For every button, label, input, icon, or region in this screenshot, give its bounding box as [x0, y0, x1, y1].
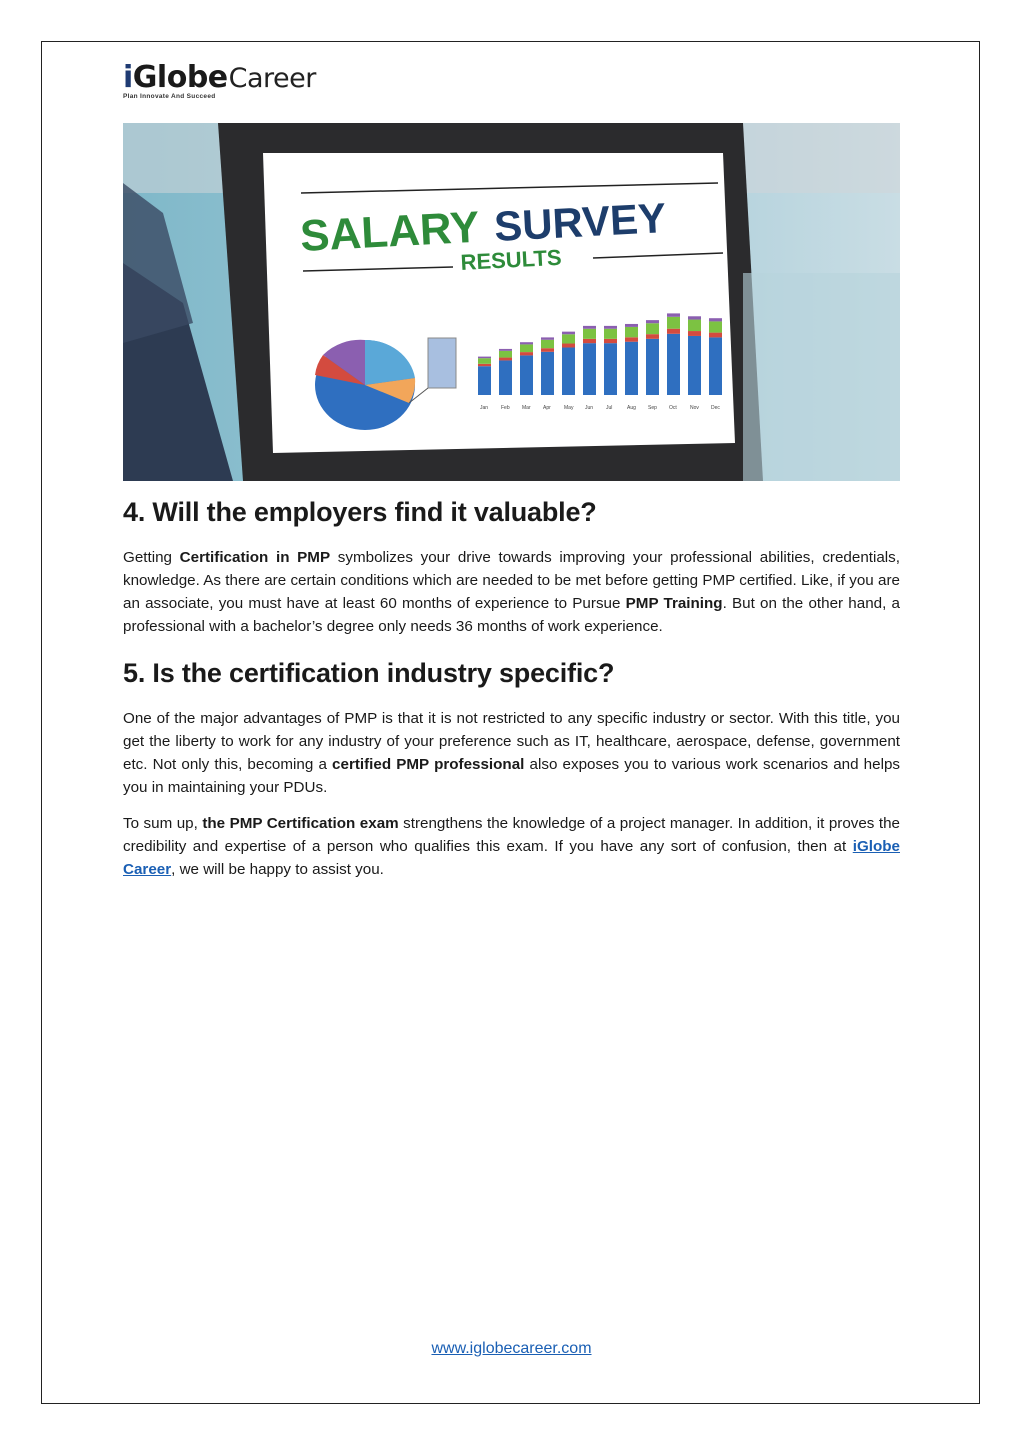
bar-segment: [688, 336, 701, 395]
heading-section-5: 5. Is the certification industry specific?: [123, 658, 615, 688]
month-label: Dec: [711, 405, 720, 411]
bar-segment: [478, 366, 491, 395]
keyword-pmp-certification-exam: the PMP Certification exam: [202, 815, 399, 832]
heading-section-4: 4. Will the employers find it valuable?: [123, 497, 597, 527]
bar-segment: [520, 355, 533, 395]
bar-segment: [604, 326, 617, 329]
bar-segment: [604, 339, 617, 343]
month-label: Feb: [501, 405, 510, 411]
bar-segment: [520, 344, 533, 352]
bar-segment: [646, 334, 659, 339]
bar-segment: [478, 358, 491, 364]
footer: [0, 1340, 1023, 1358]
bar-segment: [625, 337, 638, 341]
keyword-pmp-training: PMP Training: [625, 595, 723, 612]
bar-segment: [625, 342, 638, 395]
bar-segment: [667, 317, 680, 329]
bar-segment: [709, 321, 722, 332]
bar-segment: [562, 332, 575, 335]
month-label: Mar: [522, 405, 531, 411]
month-label: Jan: [480, 405, 489, 411]
bar-segment: [499, 358, 512, 361]
bar-segment: [646, 339, 659, 395]
footer-website-link[interactable]: www.iglobecareer.com: [431, 1340, 592, 1357]
bar-segment: [667, 334, 680, 395]
keyword-certified-pmp-professional: certified PMP professional: [332, 756, 525, 773]
bar-segment: [562, 334, 575, 343]
title-salary: SALARY: [298, 202, 481, 261]
bar-segment: [583, 329, 596, 339]
bar-segment: [541, 340, 554, 348]
logo-tagline: Plan Innovate And Succeed: [123, 93, 216, 100]
bar-segment: [562, 344, 575, 348]
bar-segment: [604, 329, 617, 339]
paragraph-summary: To sum up, the PMP Certification exam strengthens the knowledge of a project manager. In addition, it proves the credibility and expertise of a person who qualifies this exam. If you have any sort of confusion, then at iGlobe Career, we will be happy to assist you.: [123, 815, 900, 878]
month-label: Jul: [606, 405, 613, 411]
bar-segment: [520, 342, 533, 344]
bar-segment: [541, 348, 554, 352]
bar-segment: [667, 329, 680, 334]
bar-segment: [709, 333, 722, 338]
month-label: Apr: [543, 405, 551, 411]
keyword-certification-in-pmp: Certification in PMP: [179, 549, 331, 566]
bar-segment: [562, 347, 575, 395]
bar-segment: [646, 323, 659, 334]
logo-wordmark: iGlobeCareer: [123, 60, 316, 95]
bar-segment: [625, 327, 638, 337]
month-label: Nov: [690, 405, 699, 411]
paragraph-section-5: One of the major advantages of PMP is that it is not restricted to any specific industry or sector. With this title, you get the liberty to work for any industry of your preference such as IT, healthcare, aerospace, defense, government etc. Not only this, becoming a certified PMP professional also exposes you to various work scenarios and helps you in maintaining your PDUs.: [123, 710, 900, 796]
bar-segment: [625, 324, 638, 327]
bar-segment: [646, 320, 659, 323]
bar-segment: [583, 343, 596, 395]
hero-image-salary-survey: [123, 123, 900, 481]
bar-segment: [478, 357, 491, 359]
bar-segment: [499, 351, 512, 358]
iglobe-career-link[interactable]: iGlobe Career: [123, 838, 900, 878]
bar-segment: [499, 360, 512, 395]
bar-segment: [709, 318, 722, 321]
bar-segment: [499, 349, 512, 351]
bar-segment: [688, 316, 701, 319]
title-results: RESULTS: [459, 244, 563, 275]
bar-segment: [688, 320, 701, 331]
bar-segment: [688, 331, 701, 336]
laptop-screen-illustration: [123, 123, 900, 481]
bar-segment: [709, 337, 722, 395]
bar-segment: [541, 352, 554, 395]
bar-segment: [604, 343, 617, 395]
bar-segment: [583, 339, 596, 343]
month-label: Sep: [648, 405, 657, 411]
month-label: May: [564, 405, 574, 411]
bar-segment: [478, 364, 491, 366]
month-label: Jun: [585, 405, 594, 411]
bar-segment: [541, 337, 554, 339]
iglobe-career-logo[interactable]: [123, 60, 316, 118]
bar-segment: [667, 313, 680, 316]
article-content: [123, 490, 900, 881]
bar-segment: [583, 326, 596, 329]
month-label: Aug: [627, 405, 636, 411]
bar-segment: [520, 352, 533, 355]
paragraph-section-4: Getting Certification in PMP symbolizes your drive towards improving your professional abilities, credentials, knowledge. As there are certain conditions which are needed to be met before getting PMP certified. Like, if you are an associate, you must have at least 60 months of experience to Pursue PMP Training. But on the other hand, a professional with a bachelor’s degree only needs 36 months of work experience.: [123, 549, 900, 635]
month-label: Oct: [669, 405, 677, 411]
title-survey: SURVEY: [493, 194, 668, 250]
